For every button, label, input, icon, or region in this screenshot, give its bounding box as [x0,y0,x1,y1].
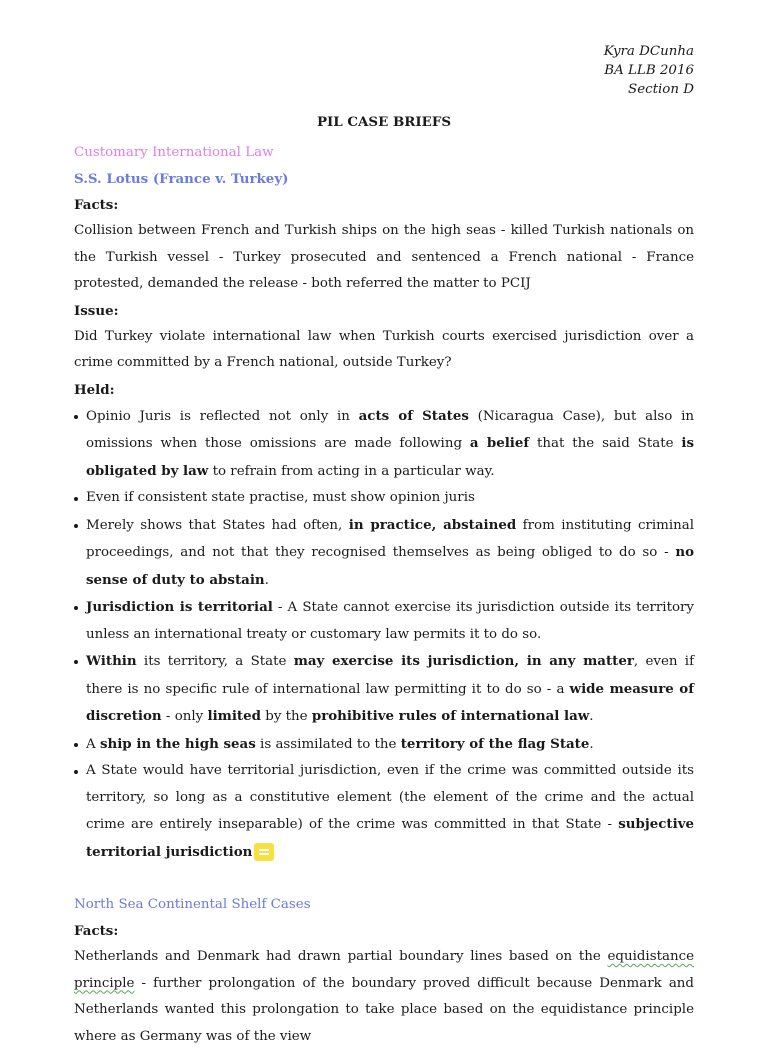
held-text: to refrain from acting in a particular way. [208,463,495,479]
issue-label: Issue: [74,302,119,319]
held-text: . [589,709,594,724]
held-item [74,594,694,648]
held-bold-text: prohibitive rules of international law [311,708,590,724]
author-section: Section D [628,82,694,97]
facts-label-north-sea: Facts: [74,923,119,939]
facts-label: Facts: [74,197,119,213]
spellcheck-flagged-text[interactable]: equidistance principle [74,949,694,991]
held-item [74,485,694,512]
document-title: PIL CASE BRIEFS [316,114,452,130]
section-gap [74,866,694,892]
issue-text: Did Turkey violate international law when Turkish courts exercised jurisdiction over a crime committed by a French national, outside Turkey? [74,328,694,370]
held-text: . [589,736,594,752]
held-bold-text: territory of the flag State [400,735,590,752]
held-bold-text: no sense of duty to abstain [86,544,694,588]
held-bold-text: Within [86,653,137,669]
held-text: (Nicaragua Case), but also in omissions when those omissions are made following [86,408,694,451]
held-text: Even if consistent state practise, must show opinion juris [86,490,475,505]
held-text: A [86,736,100,752]
held-item [74,403,694,486]
facts-text-run: - further prolongation of the boundary proved difficult because Denmark and Netherlands wanted this prolongation to take place based on the equidistance principle where as Germany was of the view [74,975,694,1044]
document-body [74,138,694,1050]
held-text: - only [161,709,208,724]
held-bold-text: ship in the high seas [99,735,256,752]
held-bold-text: may exercise its jurisdiction, in any matter [293,653,634,669]
facts-text: Collision between French and Turkish ships on the high seas - killed Turkish nationals on the Turkish vessel - Turkey prosecuted and sentenced a French national - France protested, demanded the release - both referred the matter to PCIJ [74,223,694,291]
author-name: Kyra DCunha [603,44,694,59]
held-bold-text: wide measure of discretion [86,680,694,724]
held-text: . [264,572,269,588]
held-bold-text: limited [207,708,261,724]
held-text: Merely shows that States had often, [86,517,349,533]
held-item [74,758,694,866]
held-text: A State would have territorial jurisdiction, even if the crime was committed outside its territory, so long as a constitutive element (the element of the crime and the actual crime are entirely inseparable) of the crime was committed in that State - [86,763,694,832]
held-text: - A State cannot exercise its jurisdiction outside its territory unless an international treaty or customary law permits it to do so. [86,600,694,642]
held-bold-text: Jurisdiction is territorial [86,599,273,615]
held-text: , even if there is no specific rule of international law permitting it to do so - a [86,654,695,697]
held-item [74,648,694,731]
case-heading-lotus: S.S. Lotus (France v. Turkey) [74,171,289,187]
held-text: Opinio Juris is reflected not only in [86,408,359,424]
case-heading-north-sea: North Sea Continental Shelf Cases [74,897,311,912]
held-list [74,403,694,867]
held-bold-text: is obligated by law [86,435,695,479]
held-bold-text: a belief [469,435,530,451]
author-block [604,42,694,99]
held-bold-text: in practice, abstained [348,516,517,533]
held-text: that the said State [529,436,682,451]
held-item [74,512,694,595]
facts-text-north-sea [74,944,694,1050]
facts-text-run: Netherlands and Denmark had drawn partial boundary lines based on the [74,949,608,964]
comment-icon[interactable] [254,843,274,861]
held-text: from instituting criminal proceedings, and not that they recognised themselves as being obliged to do so - [86,517,694,560]
held-text: its territory, a State [136,654,294,669]
held-bold-text: acts of States [358,407,469,424]
held-bold-text: subjective territorial jurisdiction [86,816,694,860]
held-text: is assimilated to the [255,736,401,752]
category-heading: Customary International Law [74,145,274,160]
held-label: Held: [74,381,115,398]
held-text: by the [260,709,312,724]
held-item [74,731,694,759]
author-course: BA LLB 2016 [604,63,694,78]
